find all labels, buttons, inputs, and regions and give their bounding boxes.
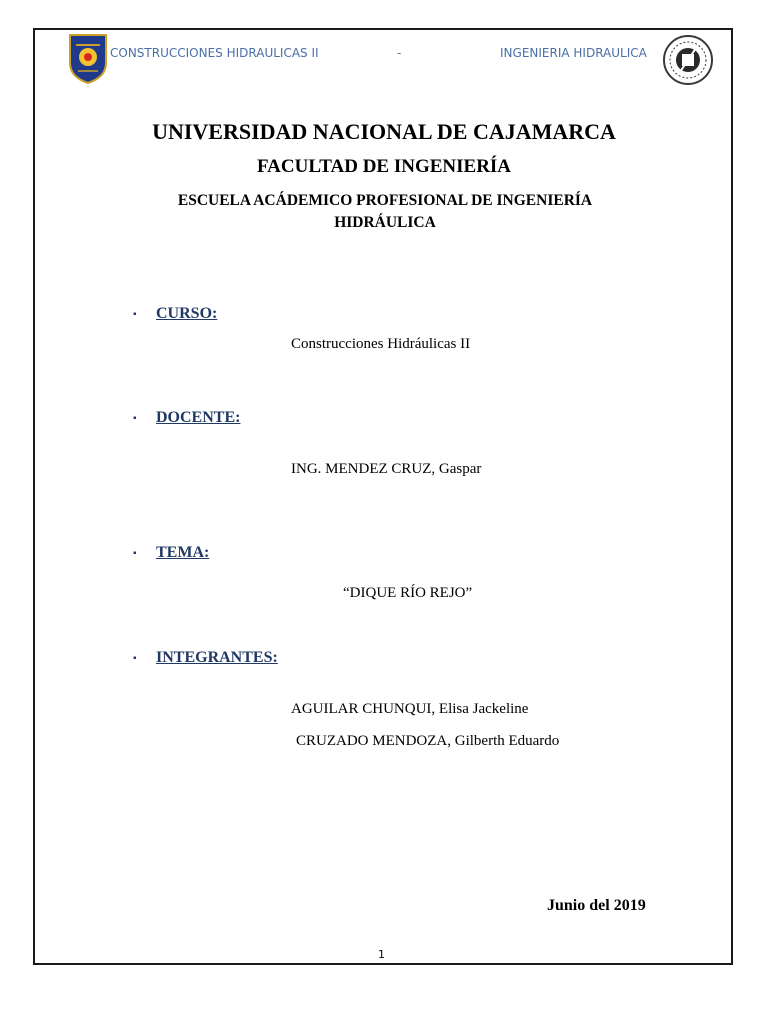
bullet-icon: ▪ [133, 413, 137, 424]
date-text: Junio del 2019 [547, 897, 646, 914]
page-number: 1 [378, 948, 385, 961]
member-name: AGUILAR CHUNQUI, Elisa Jackeline [291, 701, 529, 717]
bullet-icon: ▪ [133, 309, 137, 320]
bullet-icon: ▪ [133, 548, 137, 559]
tema-value: “DIQUE RÍO REJO” [343, 585, 473, 601]
member-name: CRUZADO MENDOZA, Gilberth Eduardo [296, 733, 560, 749]
university-title: UNIVERSIDAD NACIONAL DE CAJAMARCA [152, 119, 616, 144]
curso-value: Construcciones Hidráulicas II [291, 336, 471, 352]
header-separator: - [397, 46, 402, 60]
integrantes-label: INTEGRANTES: [156, 649, 278, 666]
header-program-text: INGENIERIA HIDRAULICA [500, 46, 647, 60]
faculty-title: FACULTAD DE INGENIERÍA [256, 156, 512, 177]
header-course-text: CONSTRUCCIONES HIDRAULICAS II [110, 46, 319, 60]
engineering-faculty-seal-icon [658, 32, 718, 88]
curso-label: CURSO: [156, 305, 218, 322]
tema-label: TEMA: [156, 544, 210, 561]
bullet-icon: ▪ [133, 653, 137, 664]
school-title: ESCUELA ACÁDEMICO PROFESIONAL DE INGENIERÍA HIDRÁULICA [177, 192, 593, 231]
university-crest-icon [66, 33, 110, 85]
docente-label: DOCENTE: [156, 409, 241, 426]
docente-value: ING. MENDEZ CRUZ, Gaspar [291, 461, 482, 477]
